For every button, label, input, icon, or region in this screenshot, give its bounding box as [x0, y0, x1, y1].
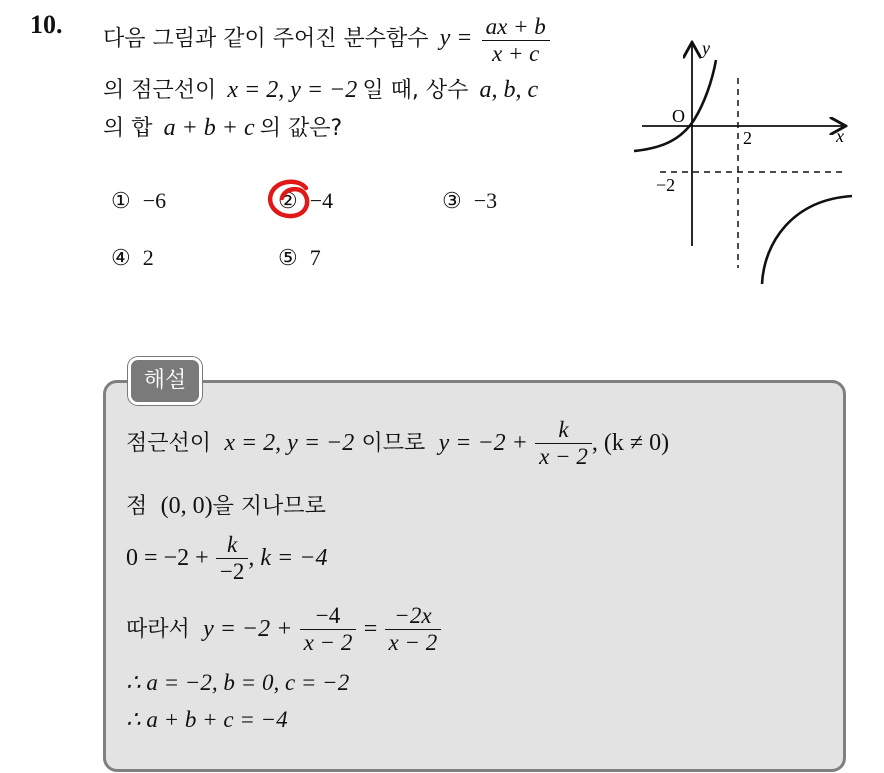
solution-fraction	[300, 603, 357, 657]
solution-math: x = 2, y = −2	[224, 429, 355, 456]
fraction-numerator: −2x	[385, 603, 442, 630]
question-text: 의 합	[103, 116, 153, 141]
choice-value: 2	[142, 245, 154, 270]
origin-label: O	[672, 106, 685, 126]
question-text: 다음 그림과 같이 주어진 분수함수	[103, 26, 429, 52]
fraction-denominator: x − 2	[303, 630, 353, 656]
curve-right-branch	[762, 196, 852, 284]
y-axis-label: y	[702, 38, 710, 58]
solution-text: 따라서	[126, 616, 190, 642]
question-text: 일 때, 상수	[362, 78, 469, 103]
question-line-3	[103, 111, 342, 142]
function-lhs: y =	[439, 25, 473, 52]
choice-mark: ①	[111, 188, 131, 213]
asymptote-values: x = 2, y = −2	[227, 77, 358, 103]
y-tick-label: −2	[656, 175, 676, 195]
choice-mark: ②	[278, 188, 298, 213]
choice-value: 7	[309, 245, 321, 270]
solution-text: 을 지나므로	[212, 494, 326, 519]
choice-value: −4	[309, 188, 334, 213]
choice-5[interactable]	[278, 245, 321, 271]
choice-value: −3	[473, 188, 498, 213]
solution-math: (0, 0)	[160, 493, 213, 519]
solution-fraction	[216, 532, 248, 586]
solution-math: =	[363, 615, 378, 642]
choice-value: −6	[142, 188, 167, 213]
solution-math: , k = −4	[248, 544, 328, 571]
solution-math: y = −2 +	[203, 615, 293, 642]
solution-line-6: ∴ a + b + c = −4	[126, 707, 288, 732]
question-line-1	[103, 14, 550, 68]
choice-4[interactable]	[111, 245, 154, 271]
question-text: 의 점근선이	[103, 78, 217, 103]
solution-fraction	[535, 417, 592, 471]
choice-mark: ④	[111, 245, 131, 270]
solution-line-3	[126, 532, 327, 586]
solution-line-5: ∴ a = −2, b = 0, c = −2	[126, 670, 350, 695]
function-graph	[630, 38, 870, 288]
choice-mark: ③	[442, 188, 462, 213]
solution-text: 점	[126, 494, 148, 519]
question-text: 의 값은?	[259, 116, 343, 141]
solution-line-4	[126, 603, 441, 657]
function-denominator: x + c	[491, 41, 540, 67]
solution-tag: 해설	[128, 357, 202, 405]
fraction-denominator: −2	[219, 559, 245, 585]
constants: a, b, c	[479, 77, 539, 103]
x-tick-label: 2	[743, 128, 752, 148]
question-number: 10.	[30, 10, 63, 39]
solution-math: , (k ≠ 0)	[591, 429, 670, 456]
solution-math: y = −2 +	[438, 429, 528, 456]
function-numerator: ax + b	[482, 14, 550, 41]
question-line-2	[103, 73, 538, 104]
solution-line-1	[126, 417, 669, 471]
choice-mark: ⑤	[278, 245, 298, 270]
fraction-numerator: −4	[300, 603, 357, 630]
solution-fraction	[385, 603, 442, 657]
fraction-denominator: x − 2	[388, 630, 438, 656]
solution-text: 점근선이	[126, 430, 212, 456]
choice-3[interactable]	[442, 188, 497, 214]
function-fraction	[482, 14, 550, 68]
fraction-denominator: x − 2	[539, 444, 588, 470]
solution-math: 0 = −2 +	[126, 544, 209, 571]
x-axis-label: x	[836, 126, 844, 146]
solution-text: 이므로	[361, 430, 426, 456]
sum-expression: a + b + c	[163, 115, 255, 141]
fraction-numerator: k	[216, 532, 248, 559]
answer-mark-circle	[262, 176, 318, 222]
solution-line-2	[126, 489, 326, 520]
fraction-numerator: k	[535, 417, 592, 444]
choice-1[interactable]	[111, 188, 166, 214]
